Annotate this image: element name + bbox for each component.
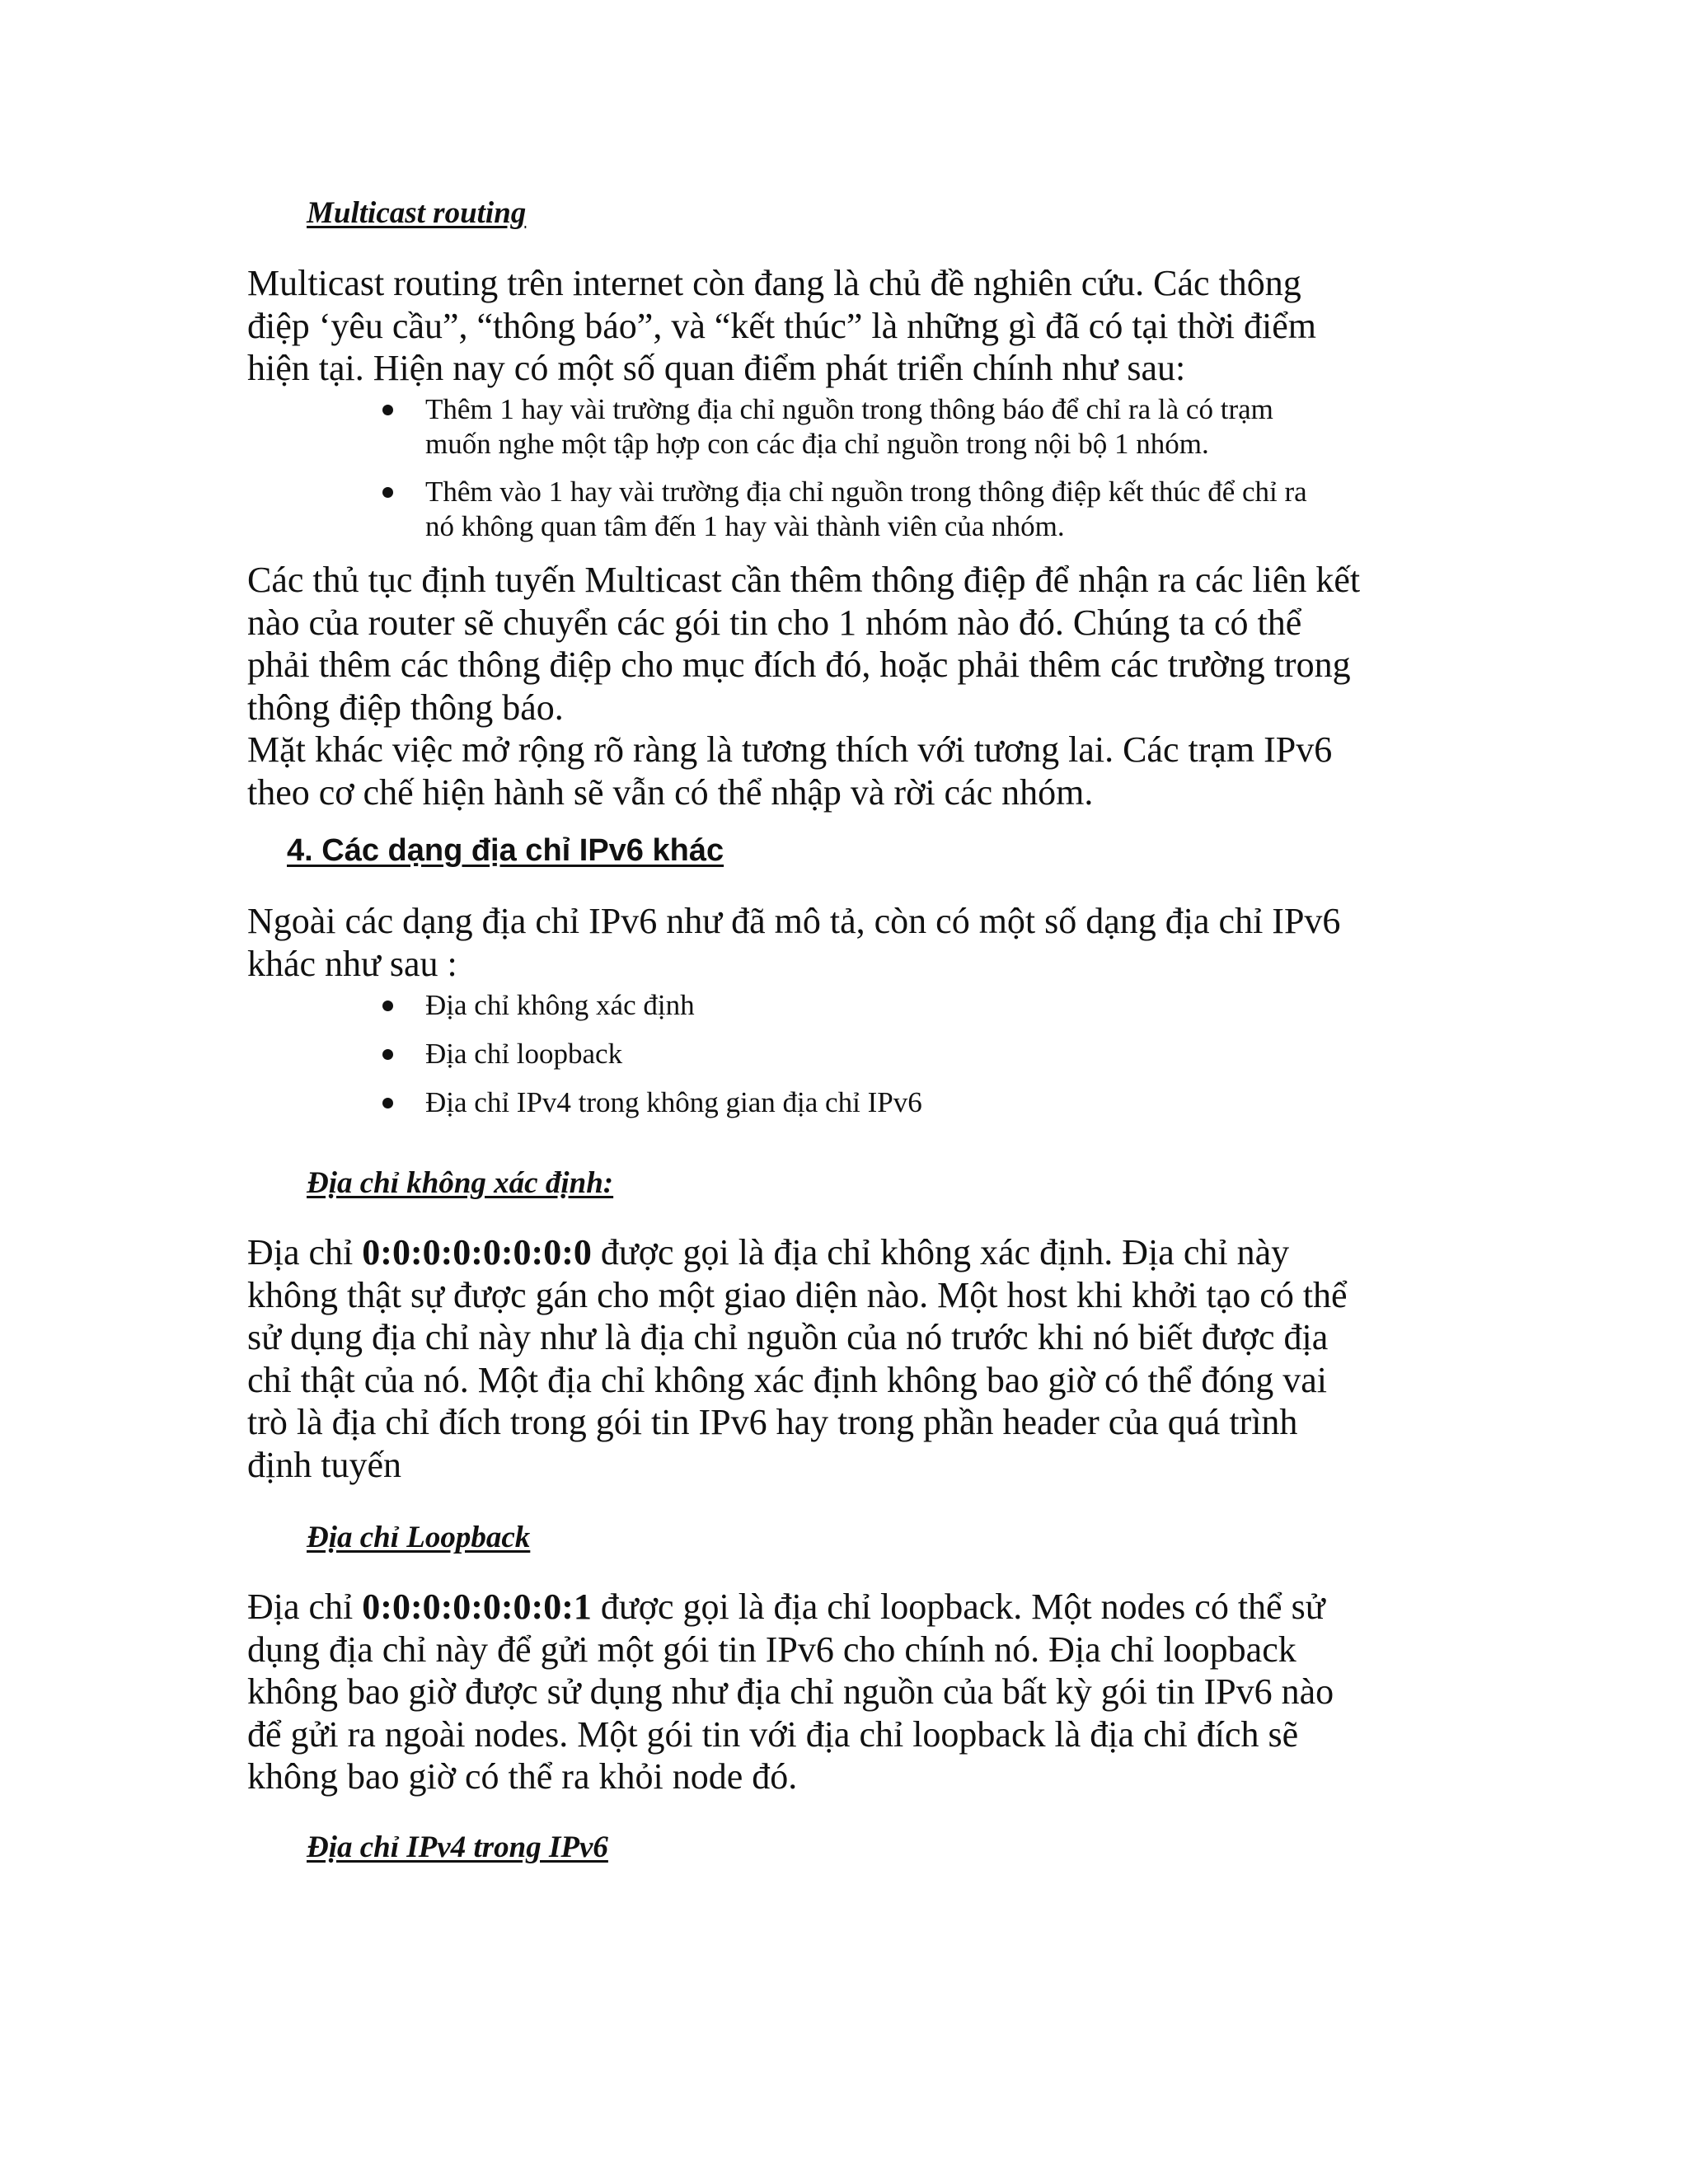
text-line: định tuyến	[247, 1444, 401, 1485]
loopback-address-paragraph	[247, 1586, 1451, 1798]
multicast-intro-paragraph	[247, 262, 1451, 390]
bullet-icon	[382, 1098, 393, 1108]
heading-ipv4-in-ipv6: Địa chỉ IPv4 trong IPv6	[307, 1830, 608, 1864]
text-fragment: được gọi là địa chỉ loopback. Một nodes có thể sử	[591, 1586, 1325, 1627]
bullet-icon	[382, 1001, 393, 1011]
bullet-icon	[382, 487, 393, 498]
heading-unspecified-address: Địa chỉ không xác định:	[307, 1166, 614, 1200]
text-line: phải thêm các thông điệp cho mục đích đó, hoặc phải thêm các trường trong	[247, 644, 1351, 685]
text-line: Các thủ tục định tuyến Multicast cần thêm thông điệp để nhận ra các liên kết	[247, 560, 1361, 600]
text-line: dụng địa chỉ này để gửi một gói tin IPv6 cho chính nó. Địa chỉ loopback	[247, 1629, 1296, 1670]
text-fragment: Địa chỉ	[247, 1232, 363, 1272]
section-4-intro-paragraph	[247, 900, 1451, 985]
list-item	[377, 1037, 1441, 1071]
list-item	[377, 988, 1441, 1023]
text-line	[247, 1586, 1451, 1629]
text-line: Thêm vào 1 hay vài trường địa chỉ nguồn trong thông điệp kết thúc để chỉ ra	[425, 476, 1307, 508]
text-line: Địa chỉ loopback	[425, 1038, 623, 1070]
text-line: thông điệp thông báo.	[247, 687, 564, 728]
text-line: không bao giờ được sử dụng như địa chỉ nguồn của bất kỳ gói tin IPv6 nào	[247, 1671, 1334, 1712]
text-fragment: được gọi là địa chỉ không xác định. Địa chỉ này	[591, 1232, 1290, 1272]
text-line: nó không quan tâm đến 1 hay vài thành viên của nhóm.	[425, 510, 1065, 542]
text-line	[247, 1231, 1451, 1274]
text-line: khác như sau :	[247, 943, 457, 984]
bullet-icon	[382, 405, 393, 415]
multicast-procedure-paragraph	[247, 559, 1451, 813]
heading-loopback-address: Địa chỉ Loopback	[307, 1521, 531, 1554]
address-value: 0:0:0:0:0:0:0:0	[362, 1232, 592, 1272]
text-line: Địa chỉ không xác định	[425, 989, 695, 1021]
address-types-list	[377, 988, 1441, 1134]
text-line: Ngoài các dạng địa chỉ IPv6 như đã mô tả, còn có một số dạng địa chỉ IPv6	[247, 901, 1341, 941]
text-line: không bao giờ có thể ra khỏi node đó.	[247, 1756, 798, 1797]
text-fragment: Địa chỉ	[247, 1586, 363, 1627]
text-line: trò là địa chỉ đích trong gói tin IPv6 hay trong phần header của quá trình	[247, 1402, 1298, 1442]
unspecified-address-paragraph	[247, 1231, 1451, 1486]
list-item	[377, 1085, 1441, 1120]
list-item	[377, 392, 1441, 462]
address-value: 0:0:0:0:0:0:0:1	[362, 1586, 592, 1627]
text-line: hiện tại. Hiện nay có một số quan điểm phát triển chính như sau:	[247, 348, 1186, 388]
bullet-icon	[382, 1049, 393, 1060]
text-line: Mặt khác việc mở rộng rõ ràng là tương thích với tương lai. Các trạm IPv6	[247, 729, 1333, 770]
text-line: Multicast routing trên internet còn đang là chủ đề nghiên cứu. Các thông	[247, 263, 1301, 303]
text-line: để gửi ra ngoài nodes. Một gói tin với địa chỉ loopback là địa chỉ đích sẽ	[247, 1713, 1299, 1755]
text-line: sử dụng địa chỉ này như là địa chỉ nguồn của nó trước khi nó biết được địa	[247, 1317, 1329, 1357]
text-line: Thêm 1 hay vài trường địa chỉ nguồn trong thông báo để chỉ ra là có trạm	[425, 393, 1273, 425]
heading-section-4: 4. Các dạng địa chỉ IPv6 khác	[287, 833, 724, 868]
text-line: không thật sự được gán cho một giao diện nào. Một host khi khởi tạo có thể	[247, 1274, 1348, 1315]
text-line: muốn nghe một tập hợp con các địa chỉ nguồn trong nội bộ 1 nhóm.	[425, 428, 1209, 460]
text-line: Địa chỉ IPv4 trong không gian địa chỉ IPv6	[425, 1086, 922, 1118]
list-item	[377, 475, 1441, 544]
multicast-bullet-list	[377, 392, 1441, 557]
text-line: theo cơ chế hiện hành sẽ vẫn có thể nhập và rời các nhóm.	[247, 771, 1094, 813]
text-line: nào của router sẽ chuyển các gói tin cho 1 nhóm nào đó. Chúng ta có thể	[247, 602, 1302, 643]
heading-multicast-routing: Multicast routing	[307, 196, 527, 230]
text-line: điệp ‘yêu cầu”, “thông báo”, và “kết thúc” là những gì đã có tại thời điểm	[247, 305, 1316, 346]
text-line: chỉ thật của nó. Một địa chỉ không xác định không bao giờ có thể đóng vai	[247, 1359, 1327, 1400]
